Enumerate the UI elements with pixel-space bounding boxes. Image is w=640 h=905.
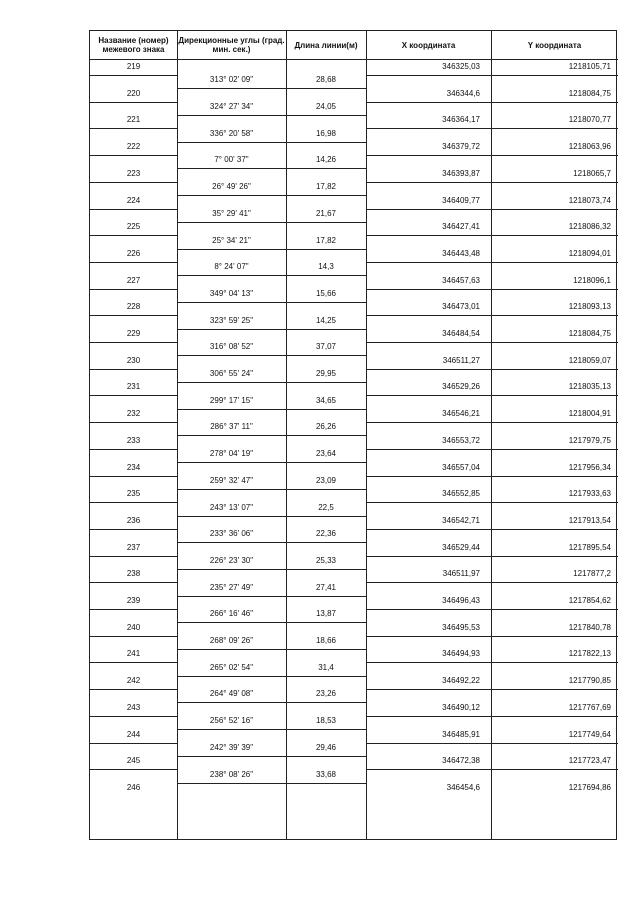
row-divider (177, 676, 366, 677)
point-number: 227 (126, 275, 141, 285)
y-coordinate: 1217913,54 (568, 515, 611, 525)
row-divider (90, 102, 177, 103)
row-divider (90, 289, 177, 290)
row-divider (90, 502, 177, 503)
x-coordinate: 346379,72 (442, 142, 480, 152)
row-divider (177, 622, 366, 623)
line-length: 15,66 (315, 288, 337, 298)
x-coordinate: 346393,87 (442, 168, 480, 178)
row-divider (366, 529, 618, 530)
point-number: 239 (126, 596, 141, 605)
y-coordinate: 1217956,34 (568, 462, 611, 472)
row-divider (90, 128, 177, 129)
row-divider (177, 409, 366, 410)
row-divider (366, 716, 618, 717)
row-divider (177, 275, 366, 276)
y-coordinate: 1218094,01 (568, 248, 611, 258)
header-x: X координата (401, 40, 456, 50)
x-coordinate: 346529,44 (442, 542, 480, 552)
row-divider (366, 342, 618, 343)
direction-angle: 265° 02' 54" (209, 662, 254, 672)
x-coordinate: 346473,01 (442, 302, 480, 312)
x-coordinate: 346511,27 (442, 355, 480, 365)
point-number: 238 (126, 569, 141, 579)
row-divider (177, 435, 366, 436)
direction-angle: 266° 16' 46" (209, 609, 254, 619)
point-number: 225 (126, 222, 141, 232)
line-length: 17,82 (315, 235, 337, 245)
x-coordinate: 346496,43 (442, 596, 480, 605)
line-length: 23,64 (315, 449, 337, 459)
row-divider (177, 88, 366, 89)
row-divider (366, 556, 618, 557)
row-divider (90, 369, 177, 370)
row-divider (366, 155, 618, 156)
row-divider (366, 209, 618, 210)
x-coordinate: 346443,48 (442, 248, 480, 258)
line-length: 26,26 (315, 422, 337, 432)
y-coordinate: 1218059,07 (568, 355, 611, 365)
row-divider (366, 449, 618, 450)
x-coordinate: 346409,77 (442, 195, 480, 205)
direction-angle: 25° 34' 21" (212, 235, 251, 245)
header-length: Длина линии(м) (294, 40, 358, 50)
x-coordinate: 346325,03 (442, 62, 480, 71)
line-length: 33,68 (315, 769, 337, 779)
row-divider (177, 649, 366, 650)
row-divider (90, 582, 177, 583)
row-divider (90, 556, 177, 557)
x-coordinate: 346542,71 (442, 515, 480, 525)
point-number: 234 (126, 462, 141, 472)
row-divider (90, 529, 177, 530)
point-number: 228 (126, 302, 141, 312)
row-divider (366, 182, 618, 183)
direction-angle: 286° 37' 11" (210, 422, 253, 432)
row-divider (90, 315, 177, 316)
row-divider (366, 662, 618, 663)
x-coordinate: 346553,72 (442, 435, 480, 445)
row-divider (366, 102, 618, 103)
point-number: 246 (126, 782, 141, 792)
point-number: 229 (126, 329, 141, 338)
line-length: 22,5 (318, 502, 334, 512)
line-length: 34,65 (315, 395, 337, 405)
x-coordinate: 346454,6 (446, 782, 480, 792)
row-divider (90, 235, 177, 236)
row-divider (177, 222, 366, 223)
point-number: 235 (126, 489, 141, 499)
direction-angle: 278° 04' 19" (209, 449, 254, 459)
y-coordinate: 1217723,47 (568, 756, 611, 766)
row-divider (366, 128, 618, 129)
row-divider (366, 395, 618, 396)
y-coordinate: 1217877,2 (573, 569, 611, 579)
x-coordinate: 346529,26 (442, 382, 480, 392)
line-length: 23,26 (315, 689, 337, 699)
x-coordinate: 346511,97 (442, 569, 480, 579)
y-coordinate: 1217854,62 (568, 596, 611, 605)
header-angle: Дирекционные углы (град. мин. сек.) (178, 36, 285, 54)
row-divider (177, 249, 366, 250)
row-divider (366, 235, 618, 236)
direction-angle: 336° 20' 58" (209, 128, 254, 138)
point-number: 245 (126, 756, 141, 766)
direction-angle: 313° 02' 09" (209, 75, 254, 85)
row-divider (177, 195, 366, 196)
x-coordinate: 346485,91 (442, 729, 480, 739)
point-number: 233 (126, 435, 141, 445)
coordinates-table (89, 30, 617, 840)
row-divider (177, 756, 366, 757)
y-coordinate: 1218105,71 (568, 62, 611, 71)
y-coordinate: 1217822,13 (568, 649, 611, 659)
line-length: 14,25 (315, 315, 337, 325)
row-divider (177, 596, 366, 597)
y-coordinate: 1218004,91 (568, 409, 611, 419)
point-number: 244 (126, 729, 141, 739)
line-length: 14,26 (315, 155, 337, 165)
direction-angle: 35° 29' 41" (212, 208, 251, 218)
y-coordinate: 1218035,13 (568, 382, 611, 392)
row-divider (177, 168, 366, 169)
row-divider (366, 609, 618, 610)
direction-angle: 233° 36' 06" (209, 529, 254, 539)
row-divider (366, 315, 618, 316)
row-divider (90, 209, 177, 210)
row-divider (90, 636, 177, 637)
row-divider (177, 783, 366, 784)
point-number: 237 (126, 542, 141, 552)
point-number: 226 (126, 248, 141, 258)
row-divider (177, 115, 366, 116)
point-number: 219 (126, 62, 141, 71)
row-divider (90, 449, 177, 450)
line-length: 29,95 (315, 369, 337, 379)
row-divider (366, 582, 618, 583)
direction-angle: 316° 08' 52" (209, 342, 254, 352)
row-divider (177, 462, 366, 463)
line-length: 28,68 (315, 75, 337, 85)
row-divider (177, 569, 366, 570)
x-coordinate: 346472,38 (442, 756, 480, 766)
y-coordinate: 1217694,86 (568, 782, 611, 792)
line-length: 14,3 (318, 262, 334, 272)
direction-angle: 7° 00' 37" (214, 155, 249, 165)
direction-angle: 306° 55' 24" (209, 369, 254, 379)
direction-angle: 226° 23' 30" (209, 555, 254, 565)
point-number: 230 (126, 355, 141, 365)
y-coordinate: 1217895,54 (568, 542, 611, 552)
row-divider (177, 355, 366, 356)
line-length: 31,4 (318, 662, 334, 672)
y-coordinate: 1218084,75 (568, 329, 611, 338)
direction-angle: 259° 32' 47" (209, 475, 254, 485)
point-number: 232 (126, 409, 141, 419)
row-divider (90, 609, 177, 610)
line-length: 13,87 (315, 609, 337, 619)
y-coordinate: 1217790,85 (568, 676, 611, 686)
line-length: 18,53 (315, 716, 337, 726)
direction-angle: 8° 24' 07" (214, 262, 249, 272)
x-coordinate: 346457,63 (442, 275, 480, 285)
point-number: 236 (126, 515, 141, 525)
direction-angle: 238° 08' 26" (209, 769, 254, 779)
x-coordinate: 346546,21 (442, 409, 480, 419)
row-divider (90, 155, 177, 156)
direction-angle: 26° 49' 26" (212, 182, 251, 192)
row-divider (366, 502, 618, 503)
line-length: 17,82 (315, 182, 337, 192)
row-divider (177, 702, 366, 703)
point-number: 240 (126, 622, 141, 632)
line-length: 25,33 (315, 555, 337, 565)
row-divider (366, 476, 618, 477)
line-length: 37,07 (315, 342, 337, 352)
row-divider (90, 395, 177, 396)
x-coordinate: 346484,54 (442, 329, 480, 338)
y-coordinate: 1218093,13 (568, 302, 611, 312)
row-divider (366, 369, 618, 370)
row-divider (90, 769, 177, 770)
header-y: Y координата (527, 40, 582, 50)
row-divider (90, 689, 177, 690)
y-coordinate: 1217749,64 (568, 729, 611, 739)
line-length: 23,09 (315, 475, 337, 485)
header-point-name: Название (номер) межевого знака (98, 36, 169, 54)
line-length: 27,41 (315, 582, 337, 592)
row-divider (366, 689, 618, 690)
row-divider (90, 422, 177, 423)
direction-angle: 324° 27' 34" (209, 102, 254, 112)
x-coordinate: 346490,12 (442, 702, 480, 712)
point-number: 242 (126, 676, 141, 686)
row-divider (366, 75, 618, 76)
y-coordinate: 1217979,75 (568, 435, 611, 445)
x-coordinate: 346557,04 (442, 462, 480, 472)
x-coordinate: 346552,85 (442, 489, 480, 499)
row-divider (177, 729, 366, 730)
row-divider (366, 769, 618, 770)
point-number: 224 (126, 195, 141, 205)
y-coordinate: 1218065,7 (573, 168, 611, 178)
direction-angle: 299° 17' 15" (209, 395, 254, 405)
y-coordinate: 1218070,77 (568, 115, 611, 125)
x-coordinate: 346364,17 (442, 115, 480, 125)
row-divider (90, 476, 177, 477)
y-coordinate: 1217840,78 (568, 622, 611, 632)
line-length: 18,66 (315, 636, 337, 646)
row-divider (177, 516, 366, 517)
row-divider (177, 382, 366, 383)
row-divider (366, 422, 618, 423)
row-divider (90, 342, 177, 343)
point-number: 243 (126, 702, 141, 712)
y-coordinate: 1218063,96 (568, 142, 611, 152)
point-number: 221 (126, 115, 141, 125)
line-length: 22,36 (315, 529, 337, 539)
y-coordinate: 1218073,74 (568, 195, 611, 205)
direction-angle: 323° 59' 25" (209, 315, 254, 325)
direction-angle: 256° 52' 16" (209, 716, 254, 726)
row-divider (366, 636, 618, 637)
direction-angle: 235° 27' 49" (209, 582, 254, 592)
direction-angle: 268° 09' 26" (209, 636, 254, 646)
point-number: 231 (126, 382, 141, 392)
row-divider (366, 289, 618, 290)
y-coordinate: 1218086,32 (568, 222, 611, 232)
point-number: 220 (126, 88, 141, 98)
row-divider (366, 743, 618, 744)
row-divider (177, 542, 366, 543)
line-length: 21,67 (315, 208, 337, 218)
row-divider (177, 489, 366, 490)
x-coordinate: 346492,22 (442, 676, 480, 686)
direction-angle: 264° 49' 08" (209, 689, 254, 699)
y-coordinate: 1218096,1 (573, 275, 611, 285)
row-divider (177, 302, 366, 303)
y-coordinate: 1218084,75 (568, 88, 611, 98)
row-divider (366, 262, 618, 263)
x-coordinate: 346427,41 (442, 222, 480, 232)
row-divider (90, 716, 177, 717)
row-divider (177, 329, 366, 330)
line-length: 16,98 (315, 128, 337, 138)
point-number: 223 (126, 168, 141, 178)
row-divider (90, 59, 618, 60)
direction-angle: 243° 13' 07" (209, 502, 254, 512)
y-coordinate: 1217767,69 (568, 702, 611, 712)
point-number: 222 (126, 142, 141, 152)
direction-angle: 242° 39' 39" (209, 742, 254, 752)
x-coordinate: 346495,53 (442, 622, 480, 632)
x-coordinate: 346494,93 (442, 649, 480, 659)
row-divider (90, 75, 177, 76)
y-coordinate: 1217933,63 (568, 489, 611, 499)
row-divider (177, 142, 366, 143)
direction-angle: 349° 04' 13" (209, 288, 254, 298)
point-number: 241 (126, 649, 141, 659)
row-divider (90, 662, 177, 663)
line-length: 29,46 (315, 742, 337, 752)
row-divider (90, 743, 177, 744)
row-divider (90, 262, 177, 263)
row-divider (90, 182, 177, 183)
line-length: 24,05 (315, 102, 337, 112)
x-coordinate: 346344,6 (446, 88, 480, 98)
